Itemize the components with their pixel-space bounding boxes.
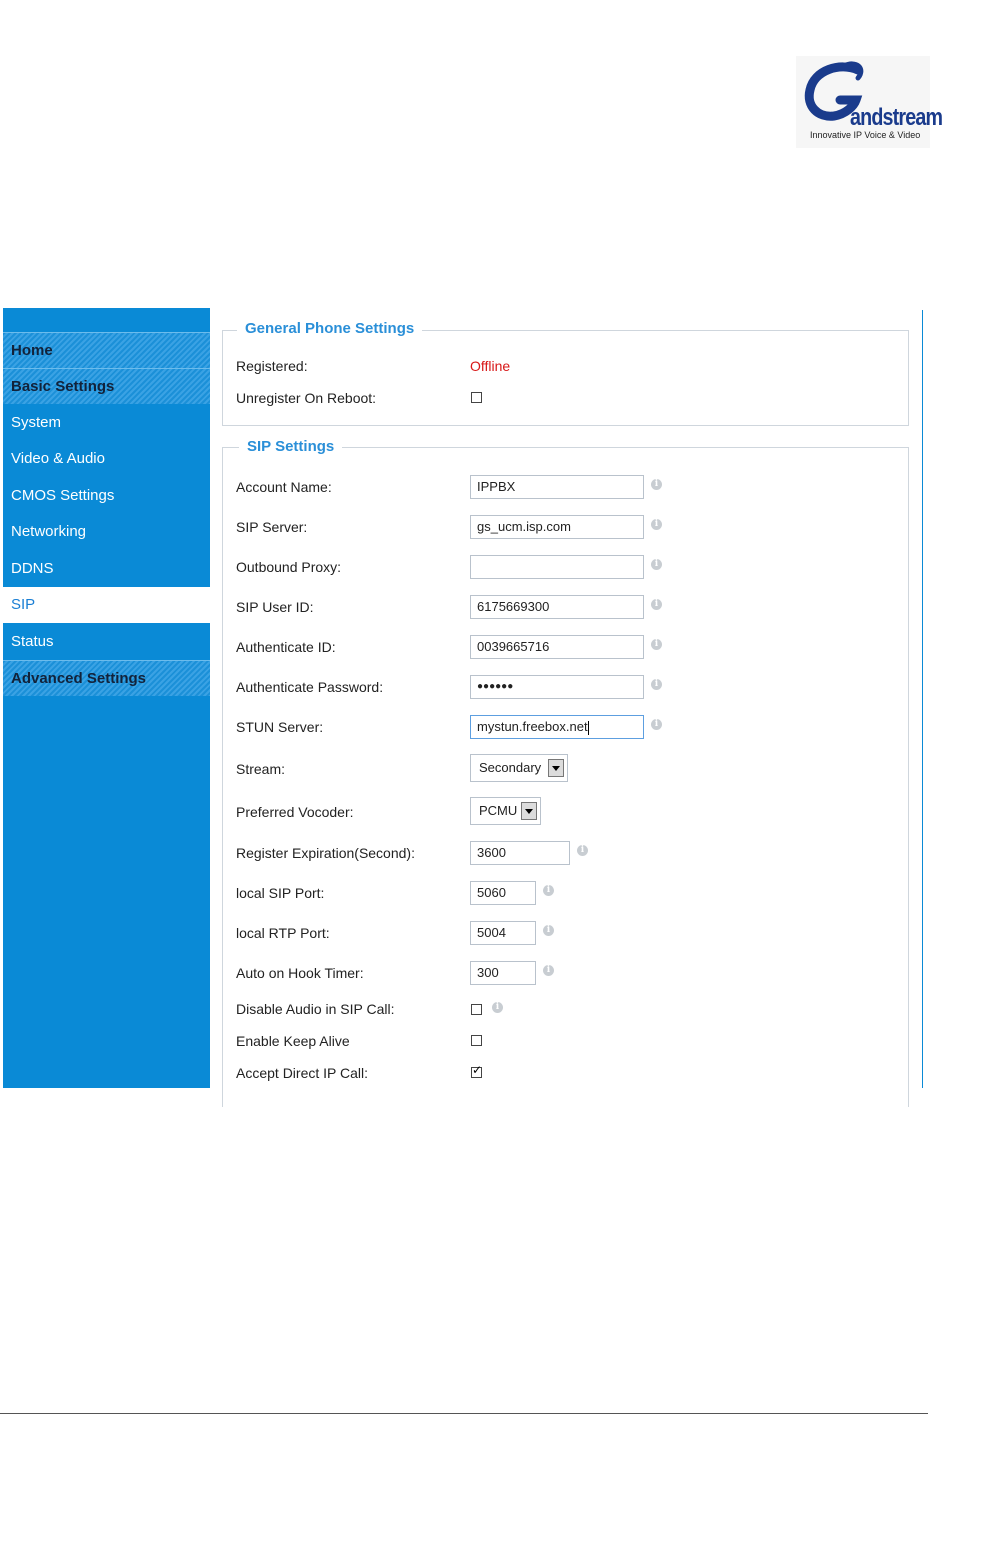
disable-audio-checkbox[interactable] [471, 1004, 482, 1015]
stream-select-value: Secondary [479, 760, 542, 775]
outbound-proxy-input[interactable] [470, 555, 644, 579]
auto-on-hook-timer-label: Auto on Hook Timer: [236, 965, 364, 981]
auto-on-hook-timer-info-icon: i [543, 965, 554, 976]
authenticate-password-input[interactable]: ●●●●●● [470, 675, 644, 699]
register-expiration-label: Register Expiration(Second): [236, 845, 415, 861]
unregister-on-reboot-checkbox[interactable] [471, 392, 482, 403]
sidebar-item-basic-settings[interactable]: Basic Settings [3, 368, 210, 404]
registered-status: Offline [470, 358, 511, 374]
auto-on-hook-timer-input[interactable]: 300 [470, 961, 536, 985]
sip-user-id-input[interactable]: 6175669300 [470, 595, 644, 619]
sidebar-item-status[interactable]: Status [11, 633, 54, 650]
local-rtp-port-input[interactable]: 5004 [470, 921, 536, 945]
local-sip-port-info-icon: i [543, 885, 554, 896]
text-caret [588, 721, 589, 735]
authenticate-id-info-icon: i [651, 639, 662, 650]
sidebar-item-home[interactable]: Home [3, 332, 210, 368]
logo-tagline: Innovative IP Voice & Video [810, 130, 921, 140]
stun-server-input[interactable] [470, 715, 644, 739]
enable-keep-alive-checkbox[interactable] [471, 1035, 482, 1046]
local-rtp-port-info-icon: i [543, 925, 554, 936]
authenticate-password-label: Authenticate Password: [236, 679, 384, 695]
local-sip-port-input[interactable]: 5060 [470, 881, 536, 905]
chevron-down-icon [548, 759, 564, 777]
stun-server-info-icon: i [651, 719, 662, 730]
account-name-label: Account Name: [236, 479, 332, 495]
stun-server-value: mystun.freebox.net [477, 719, 588, 734]
sidebar-item-ddns[interactable]: DDNS [11, 560, 54, 577]
local-rtp-port-label: local RTP Port: [236, 925, 330, 941]
register-expiration-info-icon: i [577, 845, 588, 856]
registered-label: Registered: [236, 358, 308, 374]
stream-select[interactable] [470, 754, 568, 782]
sip-user-id-info-icon: i [651, 599, 662, 610]
sip-server-label: SIP Server: [236, 519, 308, 535]
sidebar [3, 308, 210, 1088]
sip-server-input[interactable]: gs_ucm.isp.com [470, 515, 644, 539]
sip-server-info-icon: i [651, 519, 662, 530]
unregister-on-reboot-label: Unregister On Reboot: [236, 390, 377, 406]
accept-direct-ip-call-checkbox[interactable] [471, 1063, 483, 1078]
sip-user-id-label: SIP User ID: [236, 599, 314, 615]
sip-settings-legend: SIP Settings [239, 438, 342, 455]
sidebar-item-cmos-settings[interactable]: CMOS Settings [11, 487, 115, 504]
content-border [922, 310, 923, 1088]
enable-keep-alive-label: Enable Keep Alive [236, 1033, 350, 1049]
grandstream-logo [796, 56, 943, 148]
footer-divider [0, 1413, 928, 1414]
sidebar-item-video-audio[interactable]: Video & Audio [11, 450, 105, 467]
general-phone-settings-group [222, 330, 909, 426]
authenticate-id-input[interactable]: 0039665716 [470, 635, 644, 659]
general-phone-settings-legend: General Phone Settings [237, 320, 422, 337]
preferred-vocoder-select[interactable] [470, 797, 541, 825]
disable-audio-label: Disable Audio in SIP Call: [236, 1001, 395, 1017]
local-sip-port-label: local SIP Port: [236, 885, 325, 901]
authenticate-password-info-icon: i [651, 679, 662, 690]
stun-server-label: STUN Server: [236, 719, 324, 735]
sidebar-item-networking[interactable]: Networking [11, 523, 87, 540]
outbound-proxy-info-icon: i [651, 559, 662, 570]
check-icon: ✓ [472, 1063, 483, 1077]
accept-direct-ip-call-label: Accept Direct IP Call: [236, 1065, 369, 1081]
account-name-input[interactable]: IPPBX [470, 475, 644, 499]
account-name-info-icon: i [651, 479, 662, 490]
preferred-vocoder-label: Preferred Vocoder: [236, 804, 354, 820]
register-expiration-input[interactable]: 3600 [470, 841, 570, 865]
sidebar-item-advanced-settings[interactable]: Advanced Settings [3, 660, 210, 696]
logo-wordmark: andstream [850, 104, 943, 131]
authenticate-id-label: Authenticate ID: [236, 639, 336, 655]
sidebar-item-sip[interactable]: SIP [3, 587, 210, 623]
preferred-vocoder-value: PCMU [479, 803, 518, 818]
chevron-down-icon [521, 802, 537, 820]
stream-label: Stream: [236, 761, 286, 777]
disable-audio-info-icon: i [492, 1002, 503, 1013]
outbound-proxy-label: Outbound Proxy: [236, 559, 342, 575]
sidebar-item-system[interactable]: System [11, 414, 62, 431]
